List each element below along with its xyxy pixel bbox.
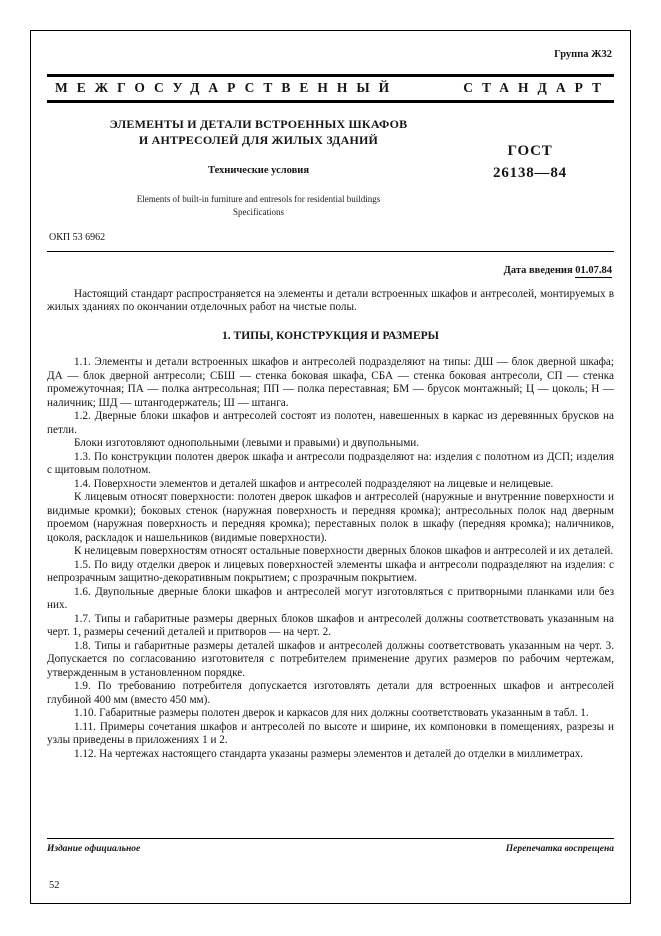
effective-date-value: 01.07.84	[575, 264, 612, 276]
paragraph: К нелицевым поверхностям относят остальные поверхности дверных блоков шкафов и антресолей и их деталей.	[74, 545, 614, 558]
banner-word-1: МЕЖГОСУДАРСТВЕННЫЙ	[55, 80, 399, 95]
page-footer	[47, 838, 614, 891]
document-title-english-line-2: Specifications	[233, 207, 284, 218]
title-block	[47, 115, 614, 220]
paragraph: 1.8. Типы и габаритные размеры деталей шкафов и антресолей должны соответствовать указанным на черт. 3. Допускается по согласованию изготовителя с потребителем применение других размеров по рабочим чертежам, утвержденным в установленном порядке.	[47, 639, 614, 679]
paragraph: 1.4. Поверхности элементов и деталей шкафов и антресолей подразделяют на лицевые и нелицевые.	[74, 477, 554, 490]
paragraph: К лицевым относят поверхности: полотен дверок шкафов и антресолей (наружные и внутренние поверхности и видимые кромки); боковых стенок (наружная поверхность и передняя кромка); антресольных полок над дверным проемом (наружная поверхность и передняя кромка); переставных полок в шкафу (передняя кромка); наличников, цоколя, раскладок и нашельников (видимые поверхности).	[47, 491, 614, 544]
footer-row	[47, 844, 614, 854]
document-title-line-1: ЭЛЕМЕНТЫ И ДЕТАЛИ ВСТРОЕННЫХ ШКАФОВ	[109, 117, 408, 131]
header-divider	[47, 251, 614, 252]
banner-word-2: СТАНДАРТ	[463, 80, 610, 95]
paragraph: 1.6. Двупольные дверные блоки шкафов и антресолей могут изготовляться с притворными планками или без них.	[47, 585, 614, 612]
okp-code: ОКП 53 6962	[49, 231, 106, 243]
effective-date-line	[47, 265, 612, 276]
paragraph: 1.5. По виду отделки дверок и лицевых поверхностей элементы шкафа и антресоли подразделяют на изделия: с непрозрачным защитно-декоративным покрытием; с прозрачным покрытием.	[47, 558, 614, 585]
gost-number: 26138—84	[493, 164, 567, 181]
banner-title	[47, 77, 614, 100]
gost-number-block	[446, 115, 614, 220]
banner-bottom-rule	[47, 100, 614, 103]
paragraph: 1.10. Габаритные размеры полотен дверок и каркасов для них должны соответствовать указанным в табл. 1.	[74, 707, 589, 720]
paragraph: Блоки изготовляют однопольными (левыми и правыми) и двупольными.	[74, 437, 420, 450]
document-title-english-line-1: Elements of built-in furniture and entresols for residential buildings	[136, 193, 381, 204]
footer-official-edition: Издание официальное	[47, 844, 141, 854]
paragraph: 1.1. Элементы и детали встроенных шкафов и антресолей подразделяют на типы: ДШ — блок дверной шкафа; ДА — блок дверной антресоли; СБШ — стенка боковая шкафа, СБА — стенка боковая антресоли, СП — стенка промежуточная; ПА — полка антресольная; ПП — полка переставная; БМ — брусок монтажный; Ц — цоколь; Н — наличник; ШД — штангодержатель; Ш — штанга.	[47, 356, 614, 409]
footer-divider	[47, 838, 614, 839]
paragraph: 1.2. Дверные блоки шкафов и антресолей состоят из полотен, навешенных в каркас из деревянных брусков на петли.	[47, 410, 614, 436]
group-label: Группа Ж32	[554, 49, 612, 60]
section-1-title: 1. ТИПЫ, КОНСТРУКЦИЯ И РАЗМЕРЫ	[222, 329, 439, 342]
footer-reprint-notice: Перепечатка воспрещена	[505, 844, 614, 854]
document-title-english	[77, 193, 440, 220]
title-left-column	[47, 115, 446, 220]
document-body	[47, 288, 614, 762]
document-title	[77, 117, 440, 149]
standard-banner	[47, 74, 614, 103]
document-subtitle: Технические условия	[207, 164, 310, 176]
paragraph: 1.12. На чертежах настоящего стандарта указаны размеры элементов и деталей до отделки в миллиметрах.	[74, 747, 584, 760]
document-title-line-2: И АНТРЕСОЛЕЙ ДЛЯ ЖИЛЫХ ЗДАНИЙ	[138, 132, 379, 147]
paragraph: 1.7. Типы и габаритные размеры дверных блоков шкафов и антресолей должны соответствовать указанным на черт. 1, размеры сечений деталей и притворов — на черт. 2.	[47, 612, 614, 639]
page-number: 52	[49, 880, 60, 891]
intro-paragraph: Настоящий стандарт распространяется на элементы и детали встроенных шкафов и антресолей, монтируемых в жилых зданиях по окончании отделочных работ на чистые полы.	[47, 287, 614, 314]
gost-label: ГОСТ	[507, 143, 553, 159]
paragraph: 1.11. Примеры сочетания шкафов и антресолей по высоте и ширине, их компоновки в помещениях, разрезы и узлы приведены в приложениях 1 и 2.	[47, 720, 614, 747]
paragraph: 1.3. По конструкции полотен дверок шкафа и антресоли подразделяют на: изделия с полотном из ДСП; изделия с щитовым полотном.	[47, 450, 614, 477]
page-border	[30, 30, 631, 904]
paragraph: 1.9. По требованию потребителя допускается изготовлять детали для встроенных шкафов и антресолей глубиной 400 мм (вместо 450 мм).	[47, 680, 614, 706]
effective-date-label: Дата введения	[503, 264, 573, 276]
